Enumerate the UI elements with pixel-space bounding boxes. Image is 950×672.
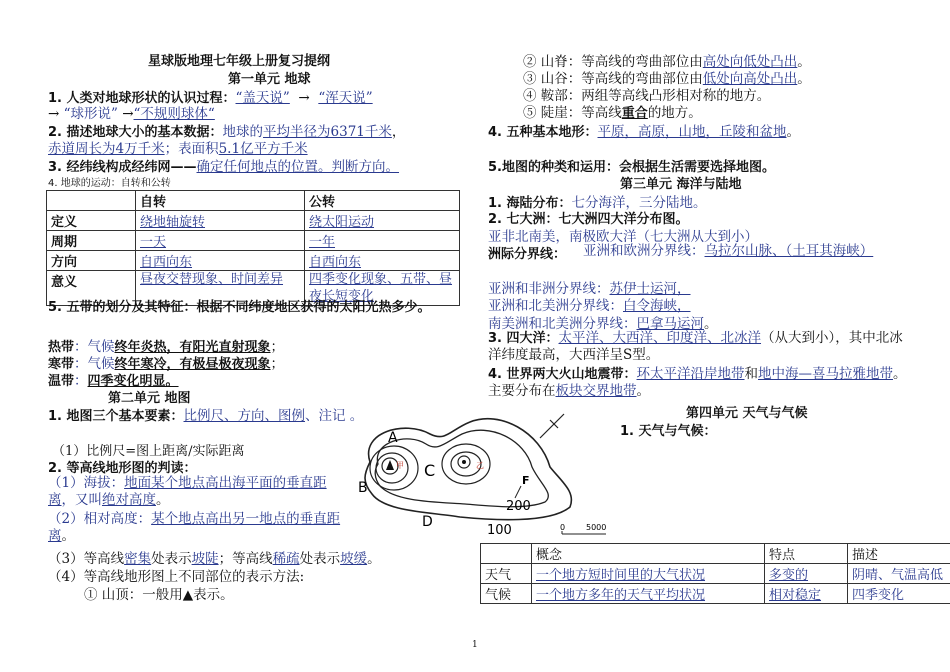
table-cell: 一个地方多年的天气平均状况 (532, 584, 765, 604)
q2-text: 地球的 (222, 124, 264, 140)
belt-b: 地中海—喜马拉雅地带 (758, 366, 894, 382)
dense-6: 稀疏 (272, 551, 300, 567)
scale-5000: 5000 (586, 523, 607, 532)
asia-europe-border (583, 243, 903, 260)
table-cell: 一个地方短时间里的大气状况 (532, 564, 765, 584)
table-row (481, 584, 950, 604)
equator-length: 赤道周长为4万千米 (48, 141, 165, 157)
continents: 2. 七大洲：七大洲四大洋分布图。 (488, 212, 689, 227)
q1-label: 1. 人类对地球形状的认识过程： (48, 91, 236, 106)
table-cell: 四季变化 (848, 584, 950, 604)
q3-label: 3. 经纬线构成经纬网—— (48, 160, 197, 175)
asia-eu-pre: 亚洲和欧洲分界线： (583, 243, 705, 259)
alt-rest: ，又叫 (61, 492, 102, 508)
asia-na-border (488, 294, 691, 314)
temp-text: 四季变化明显。 (87, 374, 179, 389)
table-header-feature: 特点 (765, 544, 848, 564)
rel-label: （2）相对高度： (48, 511, 152, 527)
table-cell: 自西向东 (136, 251, 305, 271)
temp-pre: ： (74, 373, 88, 389)
valley-u: 低处向高处凸出 (702, 71, 798, 87)
volcano-label: 4. 世界两大火山地震带： (488, 367, 637, 382)
table-row (47, 211, 460, 231)
table-cell: 一天 (136, 231, 305, 251)
landforms-label: 4. 五种基本地形： (488, 125, 598, 140)
label-c: C (424, 461, 436, 480)
dense-7: 处表示 (299, 551, 341, 567)
asia-af: 苏伊士运河， (609, 281, 691, 297)
table-row (47, 251, 460, 271)
q1-theory-b: “浑天说” (318, 90, 373, 106)
sa-na-pre: 南美洲和北美洲分界线： (488, 316, 637, 332)
ridge-pre: ② 山脊：等高线的弯曲部位由 (523, 54, 703, 70)
unit1-q2-cont (48, 137, 308, 157)
unit1-q4 (48, 174, 171, 189)
label-yi: 乙 (476, 461, 484, 470)
q4-label: 4. 地球的运动：自转和公转 (48, 178, 171, 189)
period: 。 (704, 316, 718, 332)
belt-and: 和 (744, 366, 759, 382)
hot-text: 终年炎热，有阳光直射现象 (114, 340, 271, 355)
temperate-zone (48, 369, 179, 389)
rel-end: 。 (61, 528, 75, 544)
arrow: → (122, 106, 134, 122)
belt-end: 。 (636, 383, 650, 399)
asia-na-pre: 亚洲和北美洲分界线： (488, 298, 623, 314)
map-types: 5.地图的种类和运用：会根据生活需要选择地图。 (488, 160, 775, 175)
dense-2: 密集 (124, 551, 152, 567)
label-f: F (522, 474, 530, 487)
table-header-rotation: 自转 (136, 191, 305, 211)
table-cell (481, 544, 532, 564)
oceans-rest: （从大到小），其中北冰洋纬度最高，大西洋呈S型。 (488, 330, 903, 363)
table-cell: 气候 (481, 584, 532, 604)
unit1-q3 (48, 155, 399, 175)
q1-theory-a: “盖天说” (235, 90, 290, 106)
comma: ， (391, 124, 406, 140)
oceans (488, 330, 908, 364)
peak-def: ① 山顶：一般用▲表示。 (84, 587, 234, 603)
table-row (47, 231, 460, 251)
earth-motion-table (46, 190, 460, 306)
unit1-heading: 第一单元 地球 (228, 72, 311, 87)
continents-mnemonic: 亚非北南美，南极欧大洋（七大洲从大到小） (488, 229, 758, 245)
temp-label: 温带 (48, 374, 75, 389)
table-row (481, 564, 950, 584)
page-number: 1 (472, 640, 478, 650)
oceans-list: 太平洋、大西洋、印度洋、北冰洋 (558, 330, 762, 346)
ridge-u: 高处向低处凸出 (702, 54, 798, 70)
table-cell: 多变的 (765, 564, 848, 584)
alt-text: 地面某个地点高出海平面的垂直距离 (48, 475, 327, 508)
contour-parts: （4）等高线地形图上不同部位的表示方法: (48, 569, 305, 585)
scale-bar (560, 520, 610, 540)
label-jia: 甲 (396, 461, 404, 470)
table-cell: 方向 (47, 251, 136, 271)
unit1-q1-cont (48, 102, 215, 122)
dense-9: 。 (367, 551, 381, 567)
unit2-q2: 2. 等高线地形图的判读： (48, 461, 197, 476)
table-header-row (481, 544, 950, 564)
weather-climate-label: 1. 天气与气候： (620, 424, 717, 439)
q1-theory-d: “不规则球体“ (133, 106, 215, 122)
table-header-description: 描述 (848, 544, 950, 564)
belt-rest: 。主要分布在 (488, 366, 907, 399)
scale-definition: （1）比例尺=图上距离/实际距离 (52, 444, 245, 459)
rel-text: 某个地点高出另一地点的垂直距离 (48, 511, 341, 544)
q3-text: 确定任何地点的位置。判断方向。 (196, 159, 400, 175)
hot-label: 热带 (48, 340, 75, 355)
cold-label: 寒带 (48, 357, 75, 372)
arrow: → (298, 90, 310, 106)
table-header-revolution: 公转 (305, 191, 460, 211)
period: 。 (797, 54, 811, 70)
u2q1-label: 1. 地图三个基本要素： (48, 409, 184, 424)
landforms-text: 平原，高原，山地，丘陵和盆地 (597, 124, 787, 140)
relative-height-def (48, 511, 344, 545)
dense-5: ；等高线 (218, 551, 273, 567)
dense-8: 坡缓 (340, 551, 368, 567)
unit4-heading: 第四单元 天气与气候 (686, 406, 808, 421)
unit3-heading: 第三单元 海洋与陆地 (620, 177, 742, 192)
hot-pre: ：气候 (74, 339, 115, 355)
table-cell: 周期 (47, 231, 136, 251)
alt-abs: 绝对高度 (102, 492, 156, 508)
volcano-belts (488, 366, 908, 400)
table-cell: 绕地轴旋转 (136, 211, 305, 231)
table-header-concept: 概念 (532, 544, 765, 564)
dense-4: 坡陡 (191, 551, 219, 567)
map-elements-rest: 、注记 。 (305, 408, 364, 424)
unit1-q5: 5. 五带的划分及其特征：根据不同纬度地区获得的太阳光热多少。 (48, 300, 431, 315)
borders-label: 洲际分界线： (488, 247, 567, 262)
semicolon: ； (270, 356, 285, 372)
table-cell: 意义 (47, 271, 136, 306)
cliff-end: 的地方。 (647, 105, 702, 121)
table-cell (47, 191, 136, 211)
alt-end: 。 (156, 492, 170, 508)
map-elements: 比例尺、方向、图例 (183, 408, 306, 424)
unit2-heading: 第二单元 地图 (108, 391, 191, 406)
surface-area: 5.1亿平方千米 (218, 141, 308, 157)
q2-label: 2. 描述地球大小的基本数据： (48, 125, 223, 140)
area-pre: ；表面积 (164, 141, 219, 157)
asia-na: 白令海峡， (623, 298, 691, 314)
altitude-def (48, 475, 344, 509)
cliff-pre: ⑤ 陡崖：等高线 (523, 105, 622, 121)
belt-a: 环太平洋沿岸地带 (636, 366, 745, 382)
semicolon: ； (270, 339, 285, 355)
table-cell: 相对稳定 (765, 584, 848, 604)
table-cell: 阴晴、气温高低 (848, 564, 950, 584)
land-sea-label: 1. 海陆分布： (488, 196, 572, 211)
document-title: 星球版地理七年级上册复习提纲 (148, 54, 331, 69)
cliff-u: 重合 (621, 106, 648, 121)
period: 。 (786, 124, 801, 140)
belt-c: 板块交界地带 (555, 383, 637, 399)
earth-radius: 平均半径为6371千米 (263, 124, 392, 140)
table-cell: 一年 (305, 231, 460, 251)
period: 。 (797, 71, 811, 87)
q1-theory-c: “球形说” (63, 106, 118, 122)
table-cell: 定义 (47, 211, 136, 231)
label-a: A (388, 430, 398, 446)
cold-text: 终年寒冷，有极昼极夜现象 (114, 357, 271, 372)
table-cell: 绕太阳运动 (305, 211, 460, 231)
dense-3: 处表示 (151, 551, 192, 567)
oceans-label: 3. 四大洋： (488, 331, 559, 346)
sa-na-border (488, 312, 718, 332)
land-sea-text: 七分海洋，三分陆地。 (571, 195, 707, 211)
table-cell: 昼夜交替现象、时间差异 (136, 271, 305, 306)
cold-pre: ：气候 (74, 356, 115, 372)
sa-na: 巴拿马运河 (636, 316, 704, 332)
saddle-def: ④ 鞍部：两组等高线凸形相对称的地方。 (523, 88, 771, 104)
label-100: 100 (487, 523, 512, 538)
label-b: B (358, 480, 368, 496)
label-d: D (422, 514, 433, 530)
landforms (488, 120, 800, 140)
arrow: → (48, 106, 60, 122)
table-cell: 四季变化现象、五带、昼夜长短变化 (305, 271, 460, 306)
weather-climate-table (480, 543, 950, 604)
valley-pre: ③ 山谷：等高线的弯曲部位由 (523, 71, 703, 87)
asia-af-pre: 亚洲和非洲分界线： (488, 281, 610, 297)
alt-label: （1）海拔： (48, 475, 125, 491)
table-cell: 自西向东 (305, 251, 460, 271)
dense-1: （3）等高线 (48, 551, 125, 567)
scale-0: 0 (560, 523, 566, 532)
contour-density (48, 547, 381, 567)
label-200: 200 (506, 499, 531, 514)
asia-eu: 乌拉尔山脉、（土耳其海峡） (704, 243, 874, 259)
unit2-q1 (48, 404, 363, 424)
cliff-def (523, 101, 702, 121)
table-header-row (47, 191, 460, 211)
table-cell: 天气 (481, 564, 532, 584)
contour-map (350, 412, 585, 544)
